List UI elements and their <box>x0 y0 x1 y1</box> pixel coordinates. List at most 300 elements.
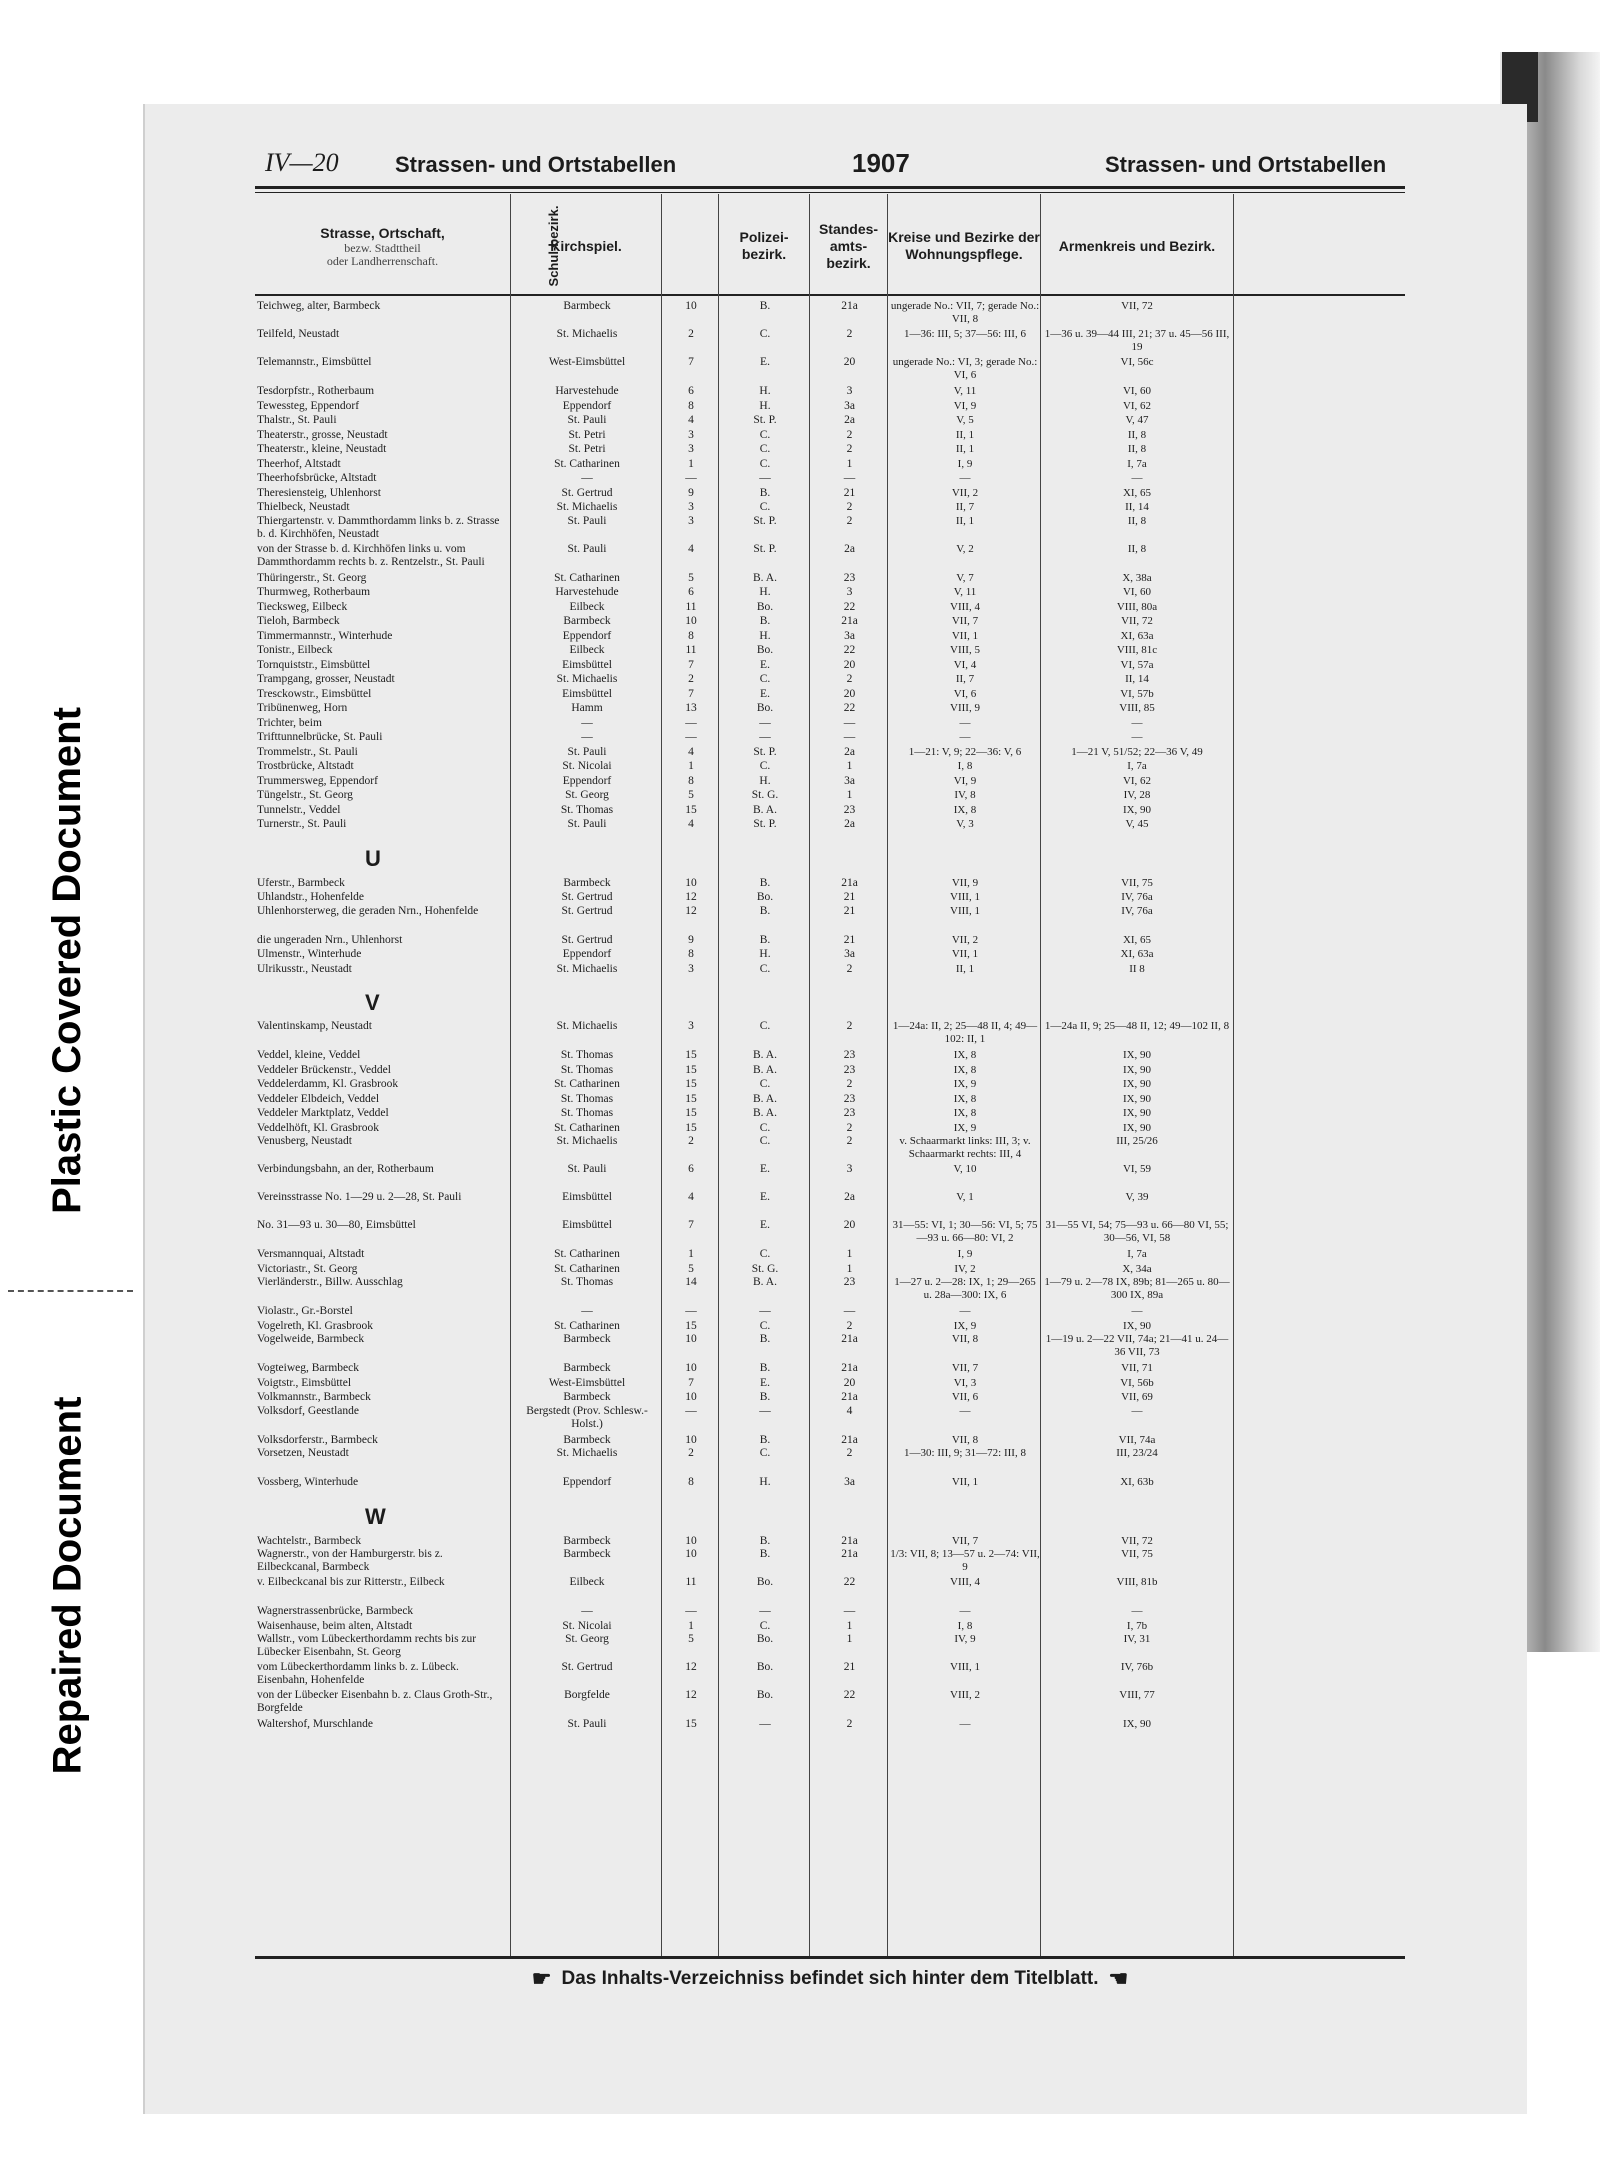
cell-armenkreis: VI, 60 <box>1122 385 1152 397</box>
table-row <box>255 1604 1405 1619</box>
cell-street-name: Vossberg, Winterhude <box>257 1476 359 1488</box>
section-letter-w <box>255 1490 1405 1534</box>
cell-polizeibezirk: C. <box>759 1020 771 1032</box>
group-w <box>255 1534 1405 1732</box>
cell-wohnungspflege: VI, 3 <box>953 1376 977 1389</box>
cell-armenkreis: XI, 63b <box>1120 1476 1154 1488</box>
cell-schulbezirk: 8 <box>688 1476 694 1488</box>
cell-kirchspiel: St. Thomas <box>560 1092 614 1105</box>
cell-schulbezirk: 10 <box>685 1548 697 1560</box>
cell-polizeibezirk: Bo. <box>756 1689 774 1701</box>
cell-wohnungspflege: V, 3 <box>956 818 974 830</box>
table-row <box>255 471 1405 486</box>
header-strasse-sub2: oder Landherrenschaft. <box>326 253 439 268</box>
cell-schulbezirk: 1 <box>688 457 694 470</box>
table-row <box>255 803 1405 818</box>
cell-armenkreis: I, 7a <box>1127 1248 1147 1260</box>
cell-wohnungspflege: 1—27 u. 2—28: IX, 1; 29—265 u. 28a—300: IX, 6 <box>894 1276 1036 1301</box>
footer-note-text: Das Inhalts-Verzeichniss befindet sich hinter dem Titelblatt. <box>561 1968 1099 1990</box>
cell-standesamt: — <box>843 731 856 743</box>
cell-polizeibezirk: C. <box>759 1078 771 1090</box>
cell-armenkreis: V, 47 <box>1125 414 1149 426</box>
cell-polizeibezirk: B. <box>759 615 771 627</box>
cell-schulbezirk: 15 <box>685 1718 697 1730</box>
cell-armenkreis: II, 8 <box>1127 443 1147 455</box>
cell-armenkreis: VII, 72 <box>1121 300 1153 312</box>
cell-kirchspiel: St. Catharinen <box>554 1248 620 1260</box>
cell-schulbezirk: 3 <box>688 501 694 513</box>
cell-armenkreis: X, 38a <box>1122 571 1152 584</box>
cell-kirchspiel: — <box>581 1605 593 1617</box>
cell-schulbezirk: 11 <box>685 1576 697 1588</box>
top-rule-thin <box>255 192 1405 193</box>
cell-schulbezirk: 9 <box>688 933 694 946</box>
cell-armenkreis: IV, 76b <box>1120 1661 1154 1673</box>
cell-polizeibezirk: — <box>759 731 771 743</box>
cell-street-name: Tunnelstr., Veddel <box>257 803 341 816</box>
cell-polizeibezirk: E. <box>760 658 770 671</box>
cell-wohnungspflege: VIII, 1 <box>950 1661 980 1673</box>
cell-wohnungspflege: VII, 8 <box>951 1333 979 1345</box>
cell-armenkreis: VII, 72 <box>1121 1534 1153 1547</box>
cell-standesamt: 21 <box>843 1661 856 1673</box>
cell-schulbezirk: 12 <box>685 891 697 903</box>
cell-wohnungspflege: VII, 7 <box>951 615 979 627</box>
cell-wohnungspflege: V, 10 <box>953 1163 977 1175</box>
cell-street-name: von der Lübecker Eisenbahn b. z. Claus Groth-Str., Borgfelde <box>257 1689 493 1714</box>
cell-kirchspiel: St. Thomas <box>560 803 614 816</box>
cell-wohnungspflege: IX, 8 <box>953 1049 977 1061</box>
cell-armenkreis: I, 7a <box>1127 457 1147 470</box>
cell-standesamt: 21a <box>841 615 858 627</box>
cell-schulbezirk: 10 <box>685 300 697 312</box>
cell-polizeibezirk: B. <box>759 1534 771 1547</box>
cell-polizeibezirk: H. <box>759 586 771 598</box>
table-row <box>255 672 1405 687</box>
table-row <box>255 457 1405 472</box>
cell-polizeibezirk: B. A. <box>753 1063 777 1076</box>
table-row <box>255 1689 1405 1717</box>
cell-kirchspiel: Eppendorf <box>562 774 612 787</box>
cell-polizeibezirk: C. <box>759 1121 771 1134</box>
cell-wohnungspflege: IX, 8 <box>953 1092 977 1105</box>
table-row <box>255 890 1405 905</box>
cell-standesamt: 2 <box>846 1319 853 1332</box>
cell-standesamt: 1 <box>846 1248 853 1260</box>
header-kreise: Kreise und Bezirke der Wohnungspflege. <box>888 229 1040 262</box>
cell-armenkreis: IX, 90 <box>1122 1078 1152 1090</box>
cell-wohnungspflege: II, 1 <box>955 428 975 441</box>
cell-street-name: Uferstr., Barmbeck <box>257 876 345 889</box>
cell-polizeibezirk: C. <box>759 1319 771 1332</box>
cell-wohnungspflege: VI, 4 <box>953 658 977 671</box>
cell-kirchspiel: — <box>581 1305 593 1317</box>
cell-schulbezirk: 13 <box>685 702 697 714</box>
cell-polizeibezirk: B. <box>759 300 771 312</box>
cell-armenkreis: VI, 57a <box>1120 658 1154 671</box>
cell-kirchspiel: — <box>581 731 593 743</box>
cell-street-name: Vogelweide, Barmbeck <box>257 1333 365 1345</box>
cell-armenkreis: VIII, 81b <box>1116 1576 1158 1588</box>
cell-wohnungspflege: — <box>959 1404 971 1417</box>
cell-schulbezirk: 7 <box>688 1219 694 1231</box>
cell-schulbezirk: 15 <box>685 803 697 816</box>
table-row <box>255 1262 1405 1277</box>
cell-kirchspiel: St. Pauli <box>567 1718 607 1730</box>
cell-polizeibezirk: St. P. <box>753 414 777 426</box>
cell-wohnungspflege: VI, 9 <box>953 399 977 412</box>
cell-armenkreis: IX, 90 <box>1122 1718 1152 1730</box>
cell-kirchspiel: St. Thomas <box>560 1276 614 1288</box>
cell-schulbezirk: 6 <box>688 1163 694 1175</box>
cell-armenkreis: VIII, 85 <box>1119 702 1155 714</box>
cell-kirchspiel: Barmbeck <box>563 876 611 889</box>
table-row <box>255 328 1405 356</box>
cell-wohnungspflege: VIII, 5 <box>950 644 980 656</box>
table-row <box>255 1661 1405 1689</box>
cell-kirchspiel: St. Gertrud <box>561 904 613 917</box>
cell-schulbezirk: 5 <box>688 789 694 801</box>
cell-kirchspiel: St. Pauli <box>567 1163 607 1175</box>
cell-standesamt: 1 <box>846 1633 853 1645</box>
cell-kirchspiel: St. Michaelis <box>556 1447 618 1459</box>
cell-standesamt: 1 <box>846 789 853 801</box>
cell-polizeibezirk: C. <box>759 328 771 340</box>
table-row <box>255 1077 1405 1092</box>
cell-street-name: die ungeraden Nrn., Uhlenhorst <box>257 933 403 946</box>
cell-kirchspiel: West-Eimsbüttel <box>548 1376 626 1389</box>
cell-schulbezirk: 4 <box>688 414 694 426</box>
cell-armenkreis: II, 14 <box>1125 501 1149 513</box>
cell-armenkreis: VII, 71 <box>1121 1362 1153 1374</box>
cell-standesamt: 3a <box>844 774 855 787</box>
table-row <box>255 1163 1405 1191</box>
table-row <box>255 1121 1405 1136</box>
cell-wohnungspflege: ungerade No.: VI, 3; gerade No.: VI, 6 <box>892 356 1038 381</box>
cell-wohnungspflege: II, 7 <box>955 673 975 685</box>
cell-standesamt: 2 <box>846 1135 853 1147</box>
table-row <box>255 1534 1405 1549</box>
cell-street-name: Theerhof, Altstadt <box>257 457 341 470</box>
cell-standesamt: 2 <box>846 428 853 441</box>
cell-wohnungspflege: IV, 8 <box>954 789 976 801</box>
cell-schulbezirk: 8 <box>688 774 694 787</box>
cell-armenkreis: VI, 56c <box>1120 356 1154 368</box>
cell-polizeibezirk: H. <box>759 385 771 397</box>
table-row <box>255 1106 1405 1121</box>
table-row <box>255 1475 1405 1490</box>
cell-armenkreis: IX, 90 <box>1122 1092 1152 1105</box>
cell-schulbezirk: 10 <box>685 1534 697 1547</box>
cell-polizeibezirk: C. <box>759 457 771 470</box>
table-row <box>255 1219 1405 1247</box>
cell-wohnungspflege: V, 1 <box>956 1191 974 1203</box>
cell-standesamt: 21a <box>841 876 858 889</box>
cell-polizeibezirk: Bo. <box>756 891 774 903</box>
cell-kirchspiel: Barmbeck <box>563 1391 611 1403</box>
cell-standesamt: 3 <box>846 1163 853 1175</box>
cell-armenkreis: 1—21 V, 51/52; 22—36 V, 49 <box>1071 745 1203 758</box>
cell-wohnungspflege: V, 11 <box>953 586 977 598</box>
cell-wohnungspflege: I, 8 <box>957 1619 973 1632</box>
cell-kirchspiel: Eppendorf <box>562 399 612 412</box>
letter-v: V <box>365 990 380 1015</box>
cell-standesamt: 21a <box>841 1534 858 1547</box>
cell-standesamt: 2 <box>846 1718 853 1730</box>
cell-wohnungspflege: VI, 6 <box>953 687 977 700</box>
cell-standesamt: 21 <box>843 486 856 499</box>
cell-wohnungspflege: I, 9 <box>957 1248 973 1260</box>
cell-kirchspiel: St. Petri <box>568 428 606 441</box>
cell-schulbezirk: 12 <box>685 1661 697 1673</box>
cell-schulbezirk: 10 <box>685 1333 697 1345</box>
table-row <box>255 905 1405 933</box>
cell-armenkreis: IV, 28 <box>1123 789 1151 801</box>
cell-armenkreis: 31—55 VI, 54; 75—93 u. 66—80 VI, 55; 30—56, VI, 58 <box>1045 1219 1229 1244</box>
cell-polizeibezirk: — <box>759 1305 771 1317</box>
cell-armenkreis: VI, 62 <box>1122 774 1152 787</box>
cell-schulbezirk: 7 <box>688 1376 694 1389</box>
cell-schulbezirk: 3 <box>688 1020 694 1032</box>
cell-armenkreis: VII, 69 <box>1121 1391 1153 1403</box>
cell-street-name: Uhlenhorsterweg, die geraden Nrn., Hohenfelde <box>257 904 479 917</box>
cell-wohnungspflege: VII, 7 <box>951 1362 979 1374</box>
cell-street-name: Trifttunnelbrücke, St. Pauli <box>257 731 383 743</box>
cell-wohnungspflege: 1—21: V, 9; 22—36: V, 6 <box>908 745 1022 758</box>
cell-street-name: Tresckowstr., Eimsbüttel <box>257 687 372 700</box>
table-row <box>255 876 1405 891</box>
letter-w: W <box>365 1503 386 1529</box>
cell-polizeibezirk: — <box>759 472 771 484</box>
cell-street-name: Tesdorpfstr., Rotherbaum <box>257 385 375 397</box>
cell-armenkreis: II, 14 <box>1125 673 1149 685</box>
cell-kirchspiel: St. Thomas <box>560 1107 614 1119</box>
cell-kirchspiel: St. Georg <box>565 789 609 801</box>
table-row <box>255 1405 1405 1433</box>
table-row <box>255 1304 1405 1319</box>
cell-schulbezirk: 3 <box>688 428 694 441</box>
cell-polizeibezirk: C. <box>759 443 771 455</box>
table-row <box>255 585 1405 600</box>
table-row <box>255 1376 1405 1391</box>
cell-schulbezirk: 12 <box>685 1689 697 1701</box>
cell-kirchspiel: Barmbeck <box>563 1362 611 1374</box>
cell-kirchspiel: Harvestehude <box>555 586 619 598</box>
cell-schulbezirk: 10 <box>685 1362 697 1374</box>
cell-polizeibezirk: C. <box>759 673 771 685</box>
cell-polizeibezirk: St. G. <box>751 789 779 801</box>
cell-wohnungspflege: V, 11 <box>953 385 977 397</box>
cell-wohnungspflege: VII, 2 <box>951 486 979 499</box>
cell-schulbezirk: 2 <box>688 673 694 685</box>
running-year: 1907 <box>852 148 910 178</box>
cell-standesamt: 3a <box>844 629 855 642</box>
cell-polizeibezirk: B. A. <box>753 1276 777 1288</box>
cell-armenkreis: II, 8 <box>1127 514 1147 527</box>
cell-standesamt: 23 <box>843 1276 856 1288</box>
cell-schulbezirk: 2 <box>688 1135 694 1147</box>
cell-standesamt: 21a <box>841 300 858 312</box>
cell-armenkreis: XI, 63a <box>1120 948 1154 960</box>
cell-kirchspiel: St. Catharinen <box>554 1121 620 1134</box>
cell-armenkreis: III, 23/24 <box>1116 1447 1158 1459</box>
cell-armenkreis: II, 8 <box>1127 428 1147 441</box>
cell-schulbezirk: 1 <box>688 1248 694 1260</box>
cell-schulbezirk: 10 <box>685 615 697 627</box>
cell-kirchspiel: Eimsbüttel <box>562 687 612 700</box>
cell-polizeibezirk: C. <box>759 962 771 975</box>
header-polizeibezirk: Polizei-bezirk. <box>739 229 789 262</box>
cell-schulbezirk: 1 <box>688 760 694 772</box>
cell-street-name: Volkmannstr., Barmbeck <box>257 1391 371 1403</box>
cell-standesamt: 3a <box>844 948 855 960</box>
cell-armenkreis: IX, 90 <box>1122 803 1152 816</box>
cell-schulbezirk: — <box>685 731 697 743</box>
cell-street-name: Turnerstr., St. Pauli <box>257 818 347 830</box>
cell-street-name: Ulrikusstr., Neustadt <box>257 962 352 975</box>
table-row <box>255 629 1405 644</box>
cell-standesamt: — <box>843 1605 856 1617</box>
cell-kirchspiel: West-Eimsbüttel <box>548 356 626 368</box>
cell-polizeibezirk: B. <box>759 486 771 499</box>
cell-schulbezirk: 14 <box>685 1276 697 1288</box>
cell-street-name: Versmannquai, Altstadt <box>257 1248 365 1260</box>
cell-armenkreis: — <box>1131 472 1143 484</box>
cell-standesamt: 2 <box>846 328 853 340</box>
cell-armenkreis: II 8 <box>1129 962 1145 975</box>
cell-standesamt: 2a <box>844 745 855 758</box>
cell-street-name: Wagnerstrassenbrücke, Barmbeck <box>257 1605 414 1617</box>
cell-kirchspiel: St. Thomas <box>560 1063 614 1076</box>
cell-wohnungspflege: VIII, 4 <box>950 1576 980 1588</box>
table-row <box>255 1433 1405 1448</box>
cell-polizeibezirk: B. A. <box>753 803 777 816</box>
cell-wohnungspflege: 1—24a: II, 2; 25—48 II, 4; 49—102: II, 1 <box>892 1020 1038 1045</box>
cell-street-name: Trichter, beim <box>257 716 322 729</box>
cell-kirchspiel: St. Gertrud <box>561 486 613 499</box>
cell-wohnungspflege: IV, 9 <box>954 1633 976 1645</box>
cell-kirchspiel: St. Catharinen <box>554 1078 620 1090</box>
cell-street-name: Theerhofsbrücke, Altstadt <box>257 472 377 484</box>
cell-polizeibezirk: H. <box>759 399 771 412</box>
cell-schulbezirk: 15 <box>685 1078 697 1090</box>
cell-armenkreis: 1—36 u. 39—44 III, 21; 37 u. 45—56 III, 19 <box>1044 328 1230 353</box>
cell-armenkreis: I, 7a <box>1127 760 1147 772</box>
cell-polizeibezirk: Bo. <box>756 1576 774 1588</box>
cell-schulbezirk: — <box>685 472 697 484</box>
cell-standesamt: 2a <box>844 414 855 426</box>
cell-schulbezirk: 12 <box>685 904 697 917</box>
cell-wohnungspflege: 31—55: VI, 1; 30—56: VI, 5; 75—93 u. 66—80: VI, 2 <box>892 1219 1038 1244</box>
cell-street-name: Tonistr., Eilbeck <box>257 644 333 656</box>
cell-kirchspiel: Barmbeck <box>563 1433 611 1446</box>
cell-street-name: Thiergartenstr. v. Dammthordamm links b. z. Strasse b. d. Kirchhöfen, Neustadt <box>257 514 500 540</box>
cell-schulbezirk: 4 <box>688 1191 694 1203</box>
cell-schulbezirk: 3 <box>688 443 694 455</box>
cell-street-name: Waltershof, Murschlande <box>257 1718 373 1730</box>
cell-wohnungspflege: I, 8 <box>957 760 973 772</box>
cell-armenkreis: IX, 90 <box>1122 1121 1152 1134</box>
cell-street-name: Voigtstr., Eimsbüttel <box>257 1376 352 1389</box>
table-row <box>255 658 1405 673</box>
cell-standesamt: 3a <box>844 1476 855 1488</box>
cell-schulbezirk: 9 <box>688 486 694 499</box>
cell-polizeibezirk: C. <box>759 1135 771 1147</box>
cell-kirchspiel: — <box>581 472 593 484</box>
cell-armenkreis: VII, 75 <box>1121 1548 1153 1560</box>
cell-street-name: Tiecksweg, Eilbeck <box>257 600 348 613</box>
cell-armenkreis: VI, 57b <box>1120 687 1154 700</box>
cell-kirchspiel: Eppendorf <box>562 629 612 642</box>
cell-kirchspiel: St. Catharinen <box>554 457 620 470</box>
header-strasse-sub1: bezw. Stadttheil <box>344 240 421 255</box>
cell-schulbezirk: 15 <box>685 1092 697 1105</box>
cell-armenkreis: — <box>1131 731 1143 743</box>
cell-wohnungspflege: IV, 2 <box>954 1262 976 1275</box>
cell-wohnungspflege: 1/3: VII, 8; 13—57 u. 2—74: VII, 9 <box>890 1548 1040 1573</box>
cell-standesamt: 21 <box>843 904 856 917</box>
cell-polizeibezirk: — <box>759 1718 771 1730</box>
cell-schulbezirk: 5 <box>688 1262 694 1275</box>
cell-street-name: Volksdorf, Geestlande <box>257 1404 359 1417</box>
cell-armenkreis: VIII, 77 <box>1119 1689 1155 1701</box>
cell-wohnungspflege: VIII, 2 <box>950 1689 980 1701</box>
cell-standesamt: 22 <box>843 644 856 656</box>
cell-wohnungspflege: VI, 9 <box>953 774 977 787</box>
table-row <box>255 817 1405 832</box>
cell-kirchspiel: Eppendorf <box>562 948 612 960</box>
cell-standesamt: 20 <box>843 356 856 368</box>
cell-armenkreis: VI, 62 <box>1122 399 1152 412</box>
cell-wohnungspflege: VII, 9 <box>951 876 979 889</box>
cell-street-name: Volksdorferstr., Barmbeck <box>257 1433 378 1446</box>
cell-street-name: Teilfeld, Neustadt <box>257 328 340 340</box>
cell-street-name: Tewessteg, Eppendorf <box>257 399 360 412</box>
cell-street-name: Veddeler Elbdeich, Veddel <box>257 1092 380 1105</box>
cell-street-name: Trommelstr., St. Pauli <box>257 745 358 758</box>
cell-street-name: Verbindungsbahn, an der, Rotherbaum <box>257 1163 434 1175</box>
table-row <box>255 500 1405 515</box>
cell-standesamt: 2 <box>846 1121 853 1134</box>
table-row <box>255 643 1405 658</box>
cell-standesamt: 4 <box>846 1404 853 1417</box>
cell-armenkreis: VII, 75 <box>1121 876 1153 889</box>
cell-polizeibezirk: B. <box>759 1333 771 1345</box>
cell-kirchspiel: St. Michaelis <box>556 328 618 340</box>
cell-polizeibezirk: E. <box>760 1163 770 1175</box>
table-row <box>255 614 1405 629</box>
cell-schulbezirk: 8 <box>688 399 694 412</box>
table-row <box>255 1191 1405 1219</box>
table-row <box>255 600 1405 615</box>
cell-standesamt: 21a <box>841 1548 858 1560</box>
top-rule <box>255 186 1405 189</box>
cell-wohnungspflege: VII, 8 <box>951 1433 979 1446</box>
cell-schulbezirk: 15 <box>685 1049 697 1061</box>
cell-polizeibezirk: B. <box>759 1362 771 1374</box>
cell-armenkreis: — <box>1131 1404 1143 1417</box>
cell-kirchspiel: St. Georg <box>565 1633 609 1645</box>
cell-standesamt: 21a <box>841 1433 858 1446</box>
table-row <box>255 442 1405 457</box>
cell-kirchspiel: St. Petri <box>568 443 606 455</box>
cell-kirchspiel: St. Michaelis <box>556 673 618 685</box>
cell-kirchspiel: Barmbeck <box>563 615 611 627</box>
page-number: IV—20 <box>265 148 339 177</box>
cell-schulbezirk: 3 <box>688 514 694 527</box>
cell-armenkreis: IX, 90 <box>1122 1107 1152 1119</box>
cell-street-name: Timmermannstr., Winterhude <box>257 629 393 642</box>
